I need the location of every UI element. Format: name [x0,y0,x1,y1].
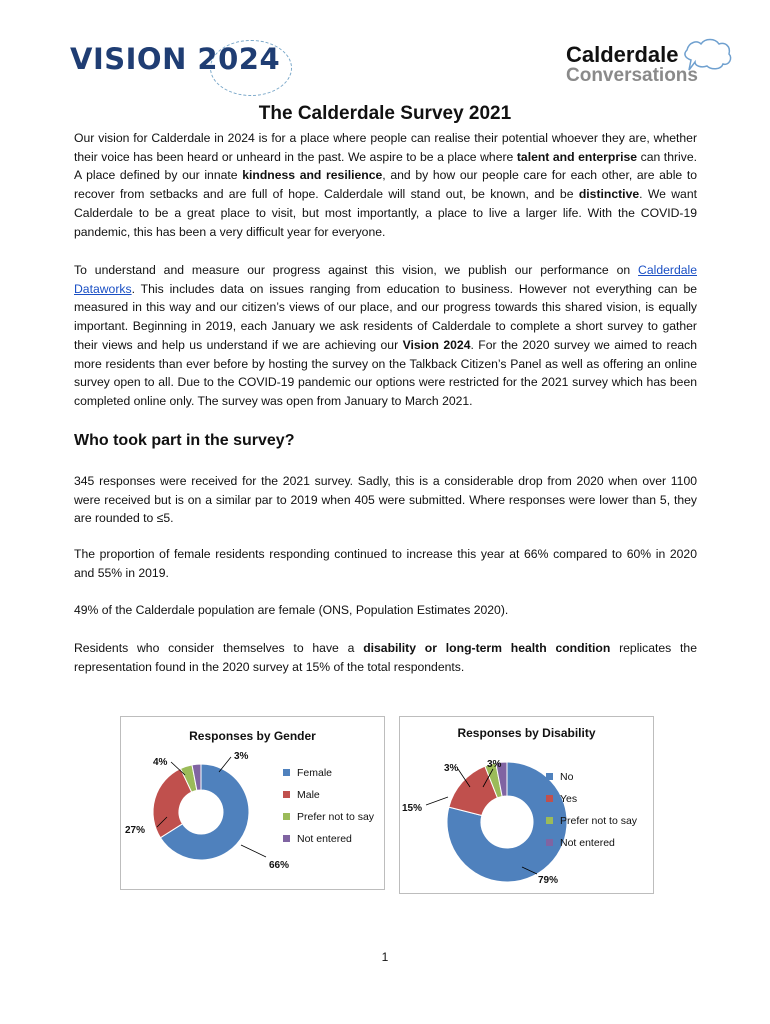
legend-swatch [283,813,290,820]
text: . For the 2020 survey we aimed to reach more residents than ever before by hosting the survey on the Talkback Citizen’s Panel as well as offering an online survey open to all. Due to the COVID-19 pandemic our options were restricted for the 2021 survey which has been completed online only. The survey was open from January to March 2021. [74,337,697,408]
legend-item [546,793,637,815]
paragraph-responses: 345 responses were received for the 2021 survey. Sadly, this is a considerable drop from 2020 when over 1100 were received but is on a similar par to 2019 when 405 were submitted. Where responses were lower than 5, they are rounded to ≤5. [74,474,697,526]
legend-item [283,811,374,833]
leader-line [241,845,266,857]
gender-chart [120,716,385,890]
data-label: 4% [153,757,168,768]
data-label: 15% [402,803,423,814]
paragraph-disability [74,639,697,676]
disability-chart [399,716,654,894]
chart-legend [283,767,374,855]
text: Residents who consider themselves to have a [74,641,364,655]
paragraph-female-proportion: The proportion of female residents responding continued to increase this year at 66% compared to 60% in 2020 and 55% in 2019. [74,547,697,580]
data-label: 3% [234,751,249,762]
data-label: 79% [538,875,559,886]
vision-2024-logo [70,38,281,98]
page-number: 1 [381,950,389,964]
leader-line [219,757,231,772]
text: can thrive. A place defined by our innate [74,149,697,183]
legend-label: Female [297,767,333,779]
logo-line-conversations: Conversations [566,65,698,86]
leader-line [426,797,448,805]
data-label: 66% [269,860,290,871]
vision-2024-logo-text: VISION 2024 [70,42,281,76]
legend-swatch [283,835,290,842]
section-heading: Who took part in the survey? [74,432,295,449]
paragraph-population: 49% of the Calderdale population are female (ONS, Population Estimates 2020). [74,603,509,617]
chart-title: Responses by Gender [189,729,316,743]
legend-label: Prefer not to say [297,811,375,823]
legend-swatch [283,769,290,776]
legend-item [546,815,637,837]
legend-label: Male [297,789,320,801]
data-label: 3% [444,763,459,774]
legend-label: Not entered [297,833,352,845]
bold-text: kindness and resilience [242,168,383,183]
text: . This includes data on issues ranging from education to business. However not everything can be measured in this way and our citizen’s views of our place, and our progress towards this shared vision, is equally important. Beginning in 2019, each January we ask residents of Calderdale to complete a short survey to gather their views and help us understand if we are achieving our [74,281,697,352]
paragraph-measure [74,261,697,411]
bold-text: Vision 2024 [402,337,471,352]
chart-title: Responses by Disability [457,726,596,740]
text: . We want Calderdale to be a great place to visit, but most importantly, a place to live a larger life. With the COVID-19 pandemic, this has been a very difficult year for everyone. [74,187,697,239]
legend-item [283,767,374,789]
text: replicates the representation found in the 2020 survey at 15% of the total respondents. [74,641,697,674]
data-label: 27% [125,825,146,836]
legend-item [546,837,637,859]
page-title: The Calderdale Survey 2021 [258,103,512,124]
speech-bubble-map-icon [679,36,735,78]
legend-swatch [546,839,553,846]
legend-label: No [560,771,574,783]
text: Our vision for Calderdale in 2024 is for a place where people can realise their potential whoever they are, whether their voice has been heard or unheard in the past. We aspire to be a place where [74,131,697,164]
legend-swatch [546,817,553,824]
legend-swatch [546,773,553,780]
legend-label: Prefer not to say [560,815,638,827]
legend-swatch [546,795,553,802]
legend-swatch [283,791,290,798]
calderdale-dataworks-link[interactable]: Calderdale Dataworks [74,263,697,296]
text: , and by how our people care for each other, are able to recover from setbacks and are full of hope. Calderdale will stand out, be known, and be [74,168,698,202]
legend-item [546,771,637,793]
text: To understand and measure our progress against this vision, we publish our performance on [74,263,639,277]
legend-label: Not entered [560,837,615,849]
legend-label: Yes [560,793,578,805]
logo-line-calderdale: Calderdale [566,42,679,67]
bold-text: disability or long-term health condition [363,641,611,655]
data-label: 3% [487,759,502,770]
paragraph-vision [74,129,697,241]
bold-text: talent and enterprise [516,149,638,164]
bold-text: distinctive [578,187,640,202]
legend-item [283,833,374,855]
legend-item [283,789,374,811]
chart-legend [546,771,637,859]
